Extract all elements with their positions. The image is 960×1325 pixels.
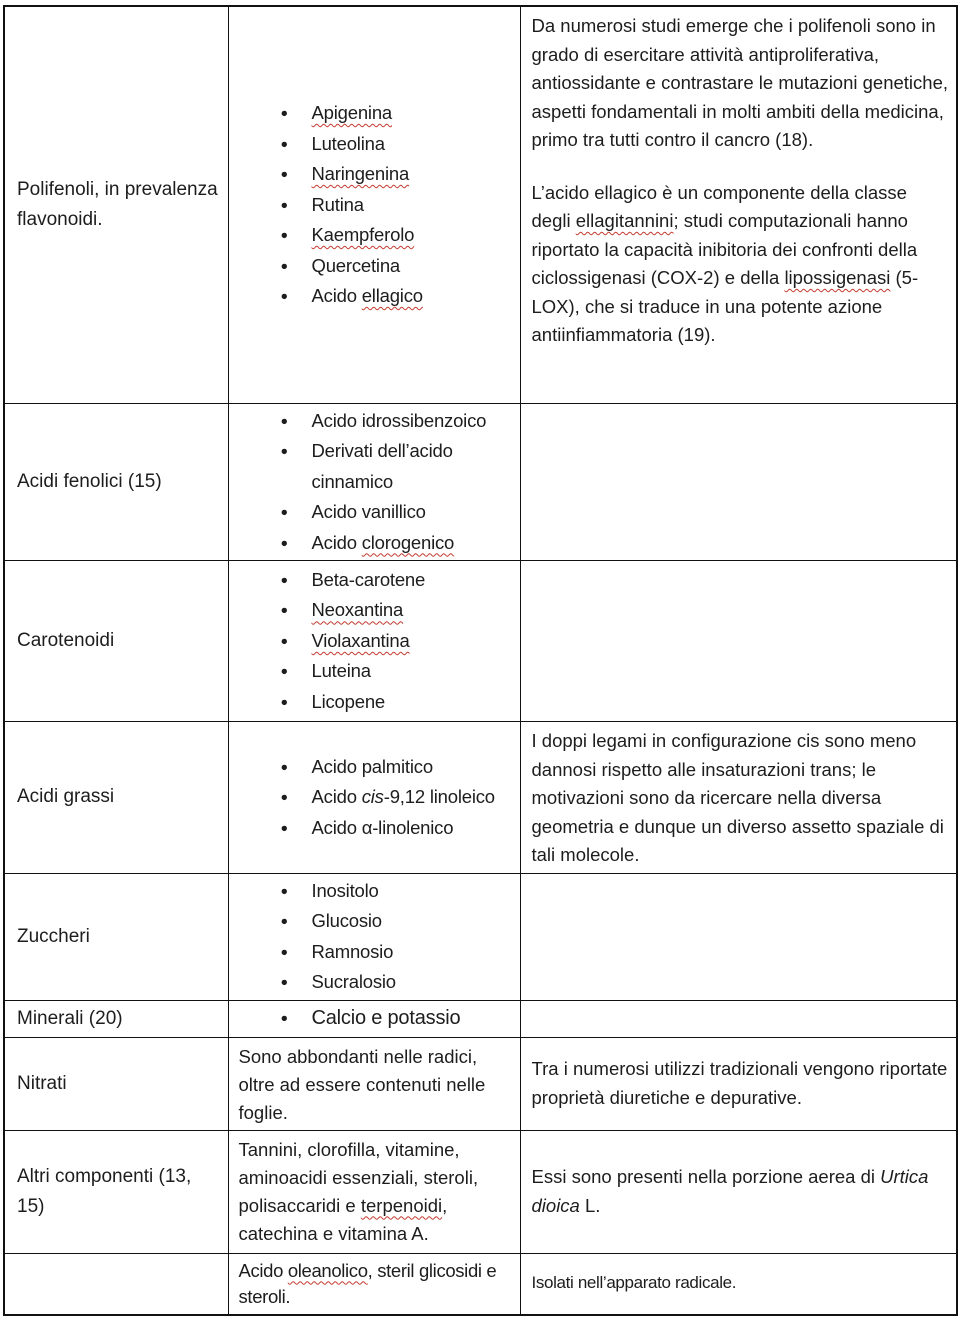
compound-list [229,874,520,1000]
list-item [279,626,516,657]
text-run: Derivati dell’acido cinnamico [311,440,453,492]
list-item [279,528,516,559]
misspelled-word: Neoxantina [311,599,404,621]
text-run: Tra i numerosi utilizzi tradizionali vengono riportate proprietà diuretiche e depurative. [531,1058,948,1108]
notes-text [239,1136,512,1248]
paragraph [532,1270,949,1297]
description-cell [520,1253,957,1315]
list-item [279,497,516,528]
category-cell [4,561,228,722]
category-cell [4,1037,228,1130]
notes-cell [228,1130,520,1253]
text-run: -9,12 linoleico [383,786,495,807]
table-row-radici [4,1253,957,1315]
text-run: Luteolina [311,132,385,154]
notes-text [239,1043,512,1127]
text-run: Sono abbondanti nelle radici, oltre ad essere contenuti nelle foglie. [238,1045,486,1123]
text-run: L’acido ellagico è un componente della classe degli [531,181,907,231]
description-cell [520,722,957,874]
misspelled-word: Kaempferolo [311,224,415,245]
text-run: Urtica dioica [531,1166,929,1216]
compound-list [229,563,520,720]
text-run: Glucosio [311,910,382,931]
text-run: Acido palmitico [311,755,433,777]
notes-cell [228,1253,520,1315]
text-run: Essi sono presenti nella porzione aerea di [531,1166,881,1187]
list-item [279,436,516,497]
text-run: Minerali (20) [17,1007,123,1029]
text-run: Acido α-linolenico [311,816,454,838]
category-label [17,782,220,812]
category-label [17,922,220,952]
compounds-cell [228,873,520,1000]
category-label [17,1162,220,1222]
description-cell [520,1000,957,1037]
description-text [532,727,949,870]
list-item [279,406,516,437]
text-run: , catechina e vitamina A. [238,1194,448,1244]
compound-list [229,1001,520,1036]
misspelled-word: oleanolico [287,1259,368,1281]
category-cell [4,722,228,874]
text-run: Acido [311,285,362,306]
components-table [3,5,958,1316]
category-cell [4,403,228,561]
list-item [279,937,516,968]
text-run: Nitrati [17,1072,67,1094]
category-label [17,175,220,235]
text-run: L. [579,1194,601,1216]
text-run: Acidi grassi [17,786,115,808]
category-label [17,1069,220,1099]
text-run: Licopene [311,690,385,712]
paragraph [532,12,949,155]
text-run: Sucralosio [311,971,396,992]
list-item [279,251,516,282]
list-item [279,281,516,312]
paragraph [532,179,949,350]
description-cell [520,6,957,403]
misspelled-word: terpenoidi [360,1194,443,1216]
text-run: I doppi legami in configurazione cis sono meno dannosi rispetto alle insaturazioni trans; le motivazioni sono da ricercare nella diversa geometria e dunque un diverso assetto spaziale di tali molecole. [531,730,944,865]
compounds-cell [228,561,520,722]
category-cell [4,1253,228,1315]
text-run: Ramnosio [311,940,394,962]
list-item [279,752,516,783]
list-item [279,220,516,251]
category-label [17,626,220,656]
compounds-cell [228,1000,520,1037]
category-cell [4,873,228,1000]
text-run: Tannini, clorofilla, vitamine, aminoacidi essenziali, steroli, polisaccaridi e [238,1138,479,1216]
table-row-nitrati [4,1037,957,1130]
text-run: Rutina [311,193,364,215]
misspelled-word: ellagitannini [575,210,674,231]
list-item [279,565,516,596]
text-run: Acido [311,531,362,553]
text-run: Polifenoli, in prevalenza flavonoidi. [17,178,218,230]
text-run: Beta-carotene [311,568,426,590]
list-item [279,906,516,937]
misspelled-word: Naringenina [311,163,410,184]
description-cell [520,403,957,561]
list-item [279,782,516,813]
compounds-cell [228,722,520,874]
category-cell [4,6,228,403]
table-row-acidi-fenolici [4,403,957,561]
list-item [279,813,516,844]
text-run: Acidi fenolici (15) [17,470,162,492]
text-run: Calcio e potassio [311,1007,461,1030]
paragraph [532,727,949,870]
text-run: Altri componenti (13, 15) [17,1165,192,1217]
text-run: Carotenoidi [17,630,115,651]
list-item [279,967,516,998]
list-item [279,687,516,718]
table-row-minerali [4,1000,957,1037]
text-run: (5-LOX), che si traduce in una potente azione antiinfiammatoria (19). [531,267,919,345]
list-item [279,1003,516,1034]
table-row-polifenoli [4,6,957,403]
list-item [279,159,516,190]
description-cell [520,1037,957,1130]
notes-cell [228,1037,520,1130]
compounds-cell [228,6,520,403]
table-row-altri-componenti [4,1130,957,1253]
text-run: Da numerosi studi emerge che i polifenoli sono in grado di esercitare attività antiproliferativa, antiossidante e contrastare le mutazioni genetiche, aspetti fondamentali in molti ambiti della medicina, primo tra tutti contro il cancro (18). [531,15,949,150]
misspelled-word: Apigenina [311,102,392,123]
list-item [279,190,516,221]
category-label [17,1004,220,1034]
description-cell [520,873,957,1000]
list-item [279,656,516,687]
misspelled-word: clorogenico [361,531,455,553]
text-run: Acido [238,1259,288,1281]
list-item [279,98,516,129]
table-row-carotenoidi [4,561,957,722]
table-row-acidi-grassi [4,722,957,874]
compound-list [229,96,520,314]
text-run: Inositolo [311,879,379,901]
text-run: ; studi computazionali hanno riportato la capacità inibitoria dei confronti della ciclossigenasi (COX-2) e della [531,210,918,288]
text-run: Acido [311,786,362,807]
description-text [532,1055,949,1112]
compound-list [229,404,520,561]
misspelled-word: lipossigenasi [784,267,891,288]
category-cell [4,1130,228,1253]
description-cell [520,561,957,722]
category-cell [4,1000,228,1037]
table-row-zuccheri [4,873,957,1000]
compound-list [229,750,520,846]
text-run: Luteina [311,660,371,682]
text-run: Zuccheri [17,925,90,947]
text-run: Acido idrossibenzoico [311,409,487,431]
category-label [17,467,220,497]
list-item [279,876,516,907]
text-run: Quercetina [311,254,400,276]
paragraph [532,1163,949,1220]
text-run: Isolati nell’apparato radicale. [531,1273,737,1293]
text-run: cis [361,786,384,807]
list-item [279,129,516,160]
description-cell [520,1130,957,1253]
text-run: Acido vanillico [311,501,426,522]
compounds-cell [228,403,520,561]
description-text [532,1270,949,1297]
text-run: , steril glicosidi e steroli. [238,1259,497,1307]
description-text [532,1163,949,1220]
misspelled-word: Violaxantina [311,629,410,651]
list-item [279,595,516,626]
description-text [532,12,949,350]
misspelled-word: ellagico [361,285,423,306]
paragraph [532,1055,949,1112]
notes-text [239,1258,512,1311]
